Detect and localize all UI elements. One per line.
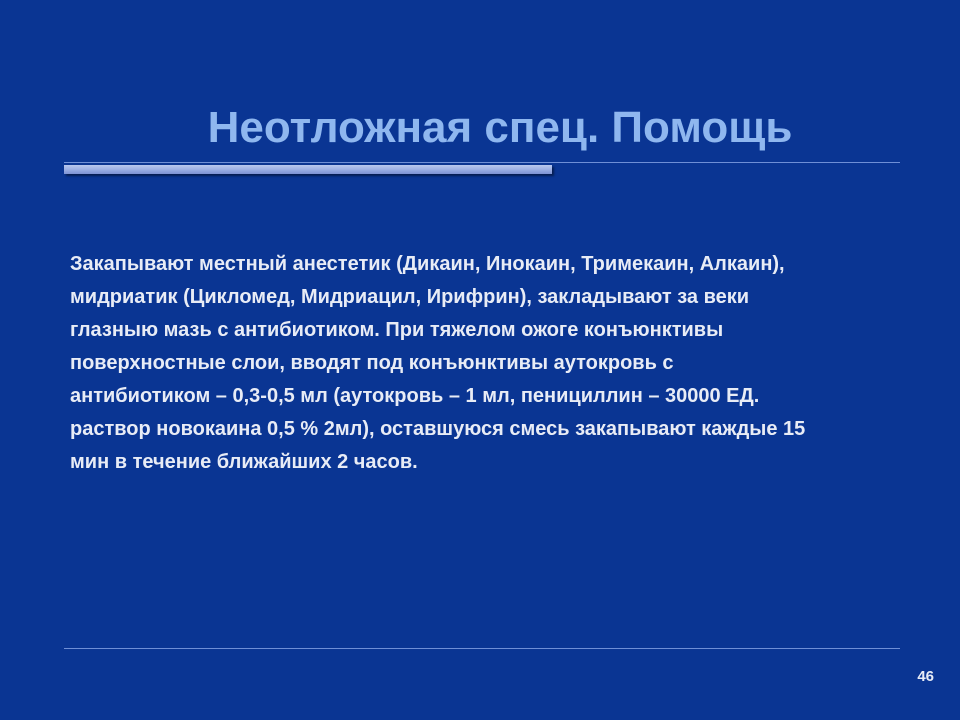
title-accent-bar [64, 165, 552, 174]
body-line: мин в течение ближайших 2 часов. [70, 451, 418, 473]
body-line: поверхностные слои, вводят под конъюнктивы аутокровь с [70, 352, 674, 374]
body-line: Закапывают местный анестетик (Дикаин, Инокаин, Тримекаин, Алкаин), [70, 253, 785, 275]
body-line: мидриатик (Цикломед, Мидриацил, Ирифрин), закладывают за веки [70, 286, 750, 308]
page-number: 46 [917, 668, 934, 685]
body-line: глазныю мазь с антибиотиком. При тяжелом ожоге конъюнктивы [70, 319, 724, 341]
slide-body-text [70, 248, 910, 479]
body-line: раствор новокаина 0,5 % 2мл), оставшуюся смесь закапывают каждые 15 [70, 418, 806, 440]
footer-divider-line [64, 648, 900, 649]
title-divider-line [64, 162, 900, 163]
body-line: антибиотиком – 0,3-0,5 мл (аутокровь – 1 мл, пенициллин – 30000 ЕД. [70, 385, 760, 407]
slide-title: Неотложная спец. Помощь [207, 103, 793, 152]
